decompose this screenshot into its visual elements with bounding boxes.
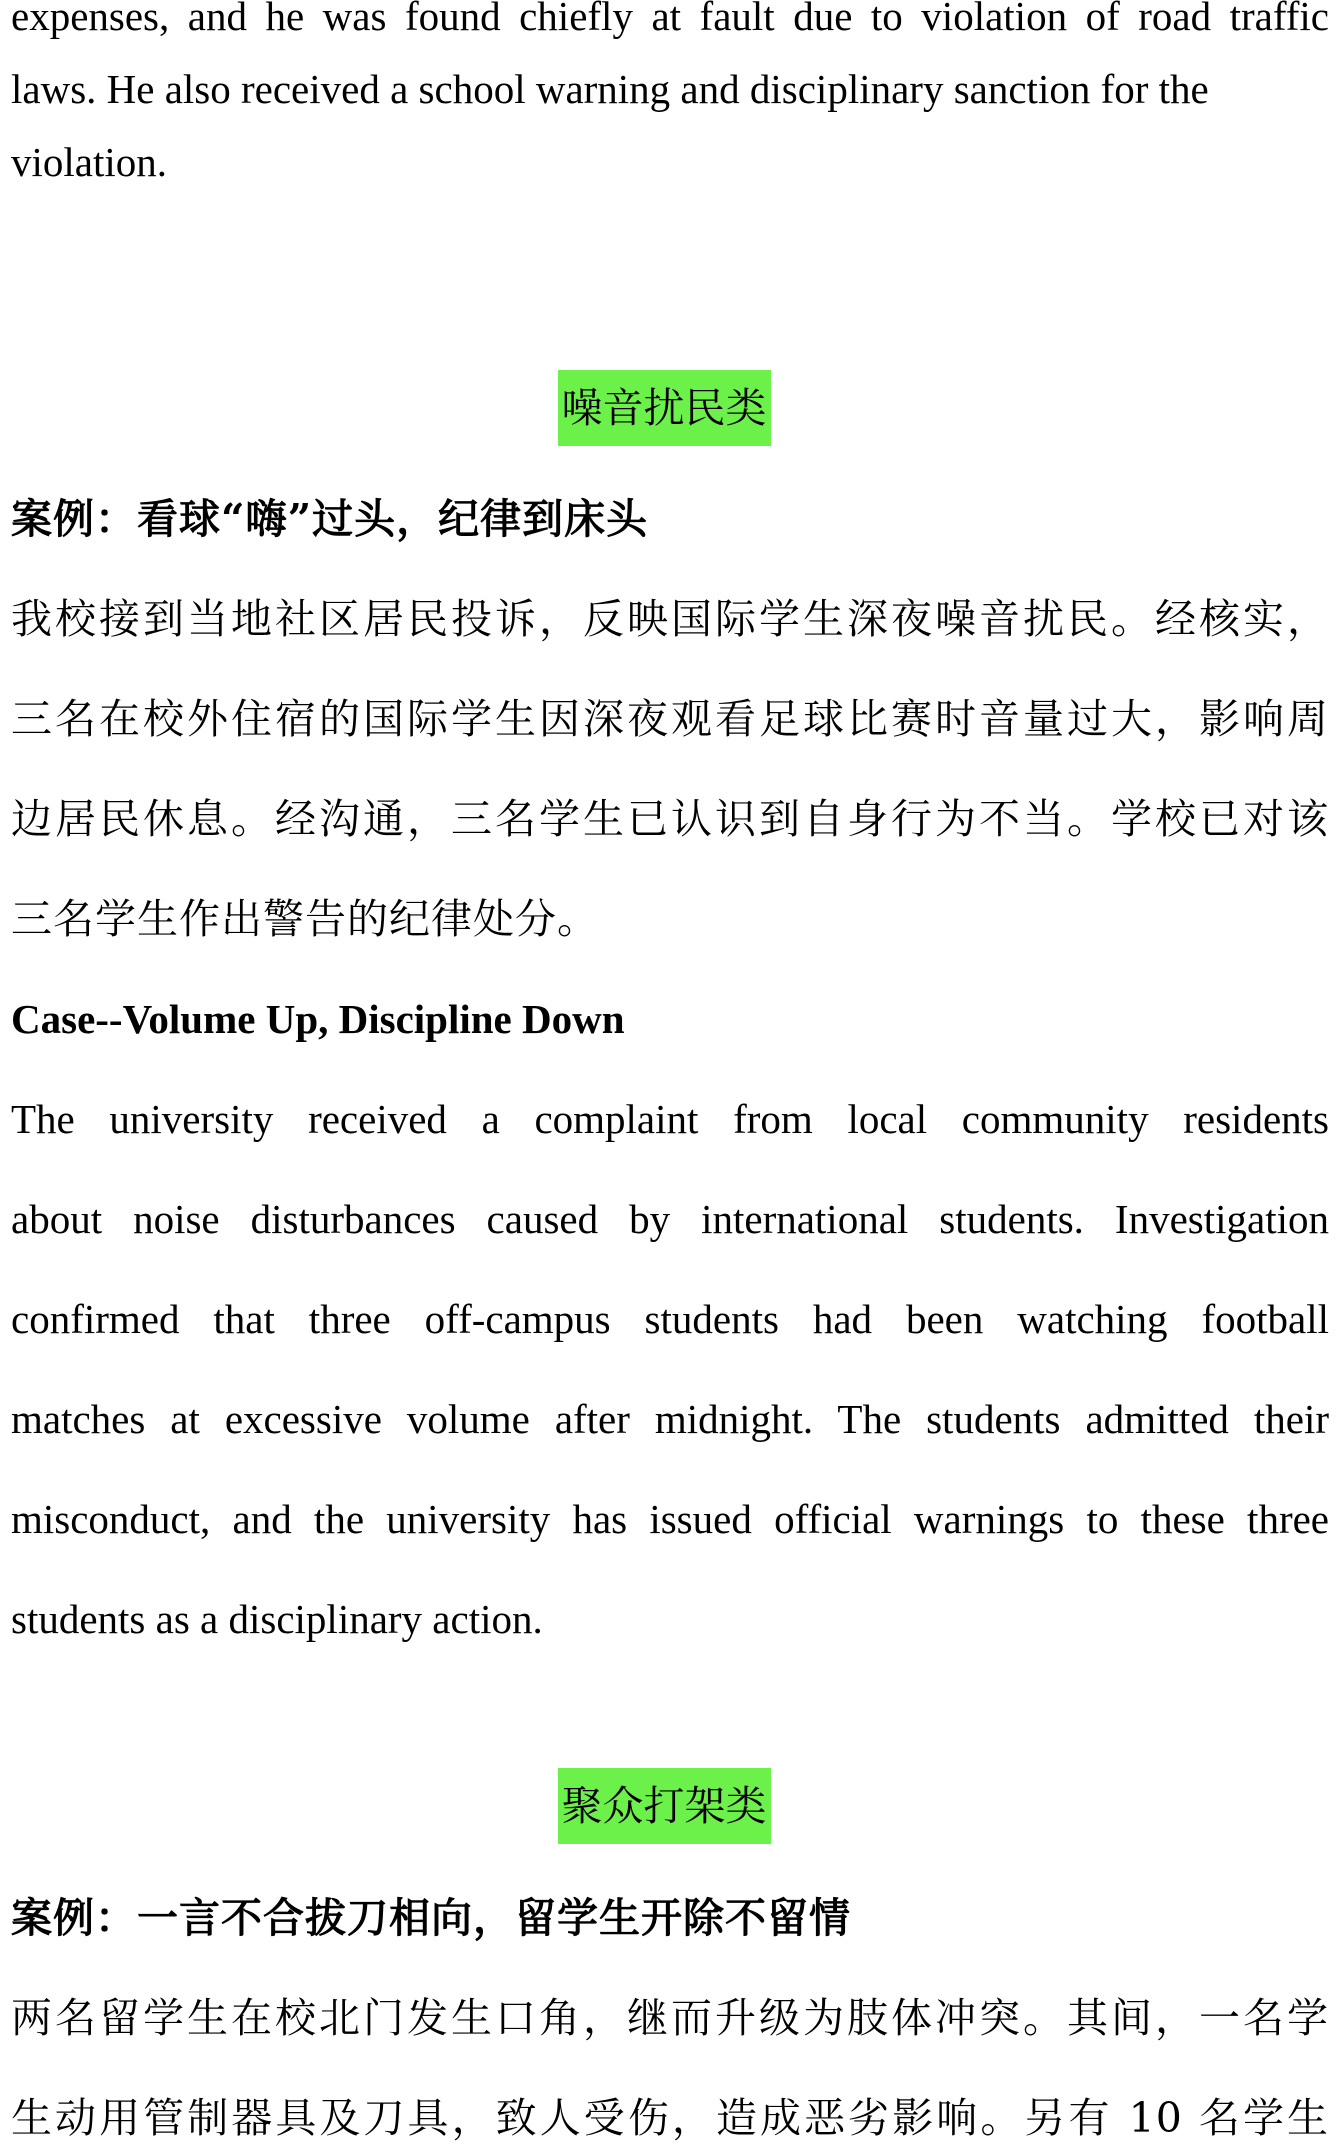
section1-body-en-line-5: misconduct, and the university has issued official warnings to these three (11, 1496, 1329, 1542)
section1-heading: 噪音扰民类 (558, 370, 771, 446)
section1-body-en-line-2: about noise disturbances caused by international students. Investigation (11, 1196, 1329, 1242)
section1-case-title-en: Case--Volume Up, Discipline Down (11, 996, 625, 1042)
section1-heading-wrap (11, 370, 1329, 446)
section2-body-cn-line-2: 生动用管制器具及刀具，致人受伤，造成恶劣影响。另有 10 名学生 (11, 2094, 1329, 2142)
section1-body-cn-line-4: 三名学生作出警告的纪律处分。 (11, 895, 599, 943)
section1-case-title-cn: 案例：看球“嗨”过头，纪律到床头 (11, 495, 649, 543)
section2-heading-wrap (11, 1768, 1329, 1844)
intro-line-3: violation. (11, 139, 168, 185)
section2-heading: 聚众打架类 (558, 1768, 771, 1844)
intro-line-1: expenses, and he was found chiefly at fault due to violation of road traffic (11, 0, 1329, 39)
section1-body-cn-line-1: 我校接到当地社区居民投诉，反映国际学生深夜噪音扰民。经核实， (11, 595, 1329, 643)
section1-body-cn-line-2: 三名在校外住宿的国际学生因深夜观看足球比赛时音量过大，影响周 (11, 695, 1329, 743)
section2-body-cn-line-1: 两名留学生在校北门发生口角，继而升级为肢体冲突。其间，一名学 (11, 1994, 1329, 2042)
section1-body-cn-line-3: 边居民休息。经沟通，三名学生已认识到自身行为不当。学校已对该 (11, 795, 1329, 843)
section1-body-en-line-4: matches at excessive volume after midnight. The students admitted their (11, 1396, 1329, 1442)
section1-body-en-line-1: The university received a complaint from local community residents (11, 1096, 1329, 1142)
section2-case-title-cn: 案例：一言不合拔刀相向，留学生开除不留情 (11, 1894, 851, 1942)
section1-body-en-line-3: confirmed that three off-campus students had been watching football (11, 1296, 1329, 1342)
intro-line-2: laws. He also received a school warning and disciplinary sanction for the (11, 66, 1209, 112)
section1-body-en-line-6: students as a disciplinary action. (11, 1596, 543, 1642)
